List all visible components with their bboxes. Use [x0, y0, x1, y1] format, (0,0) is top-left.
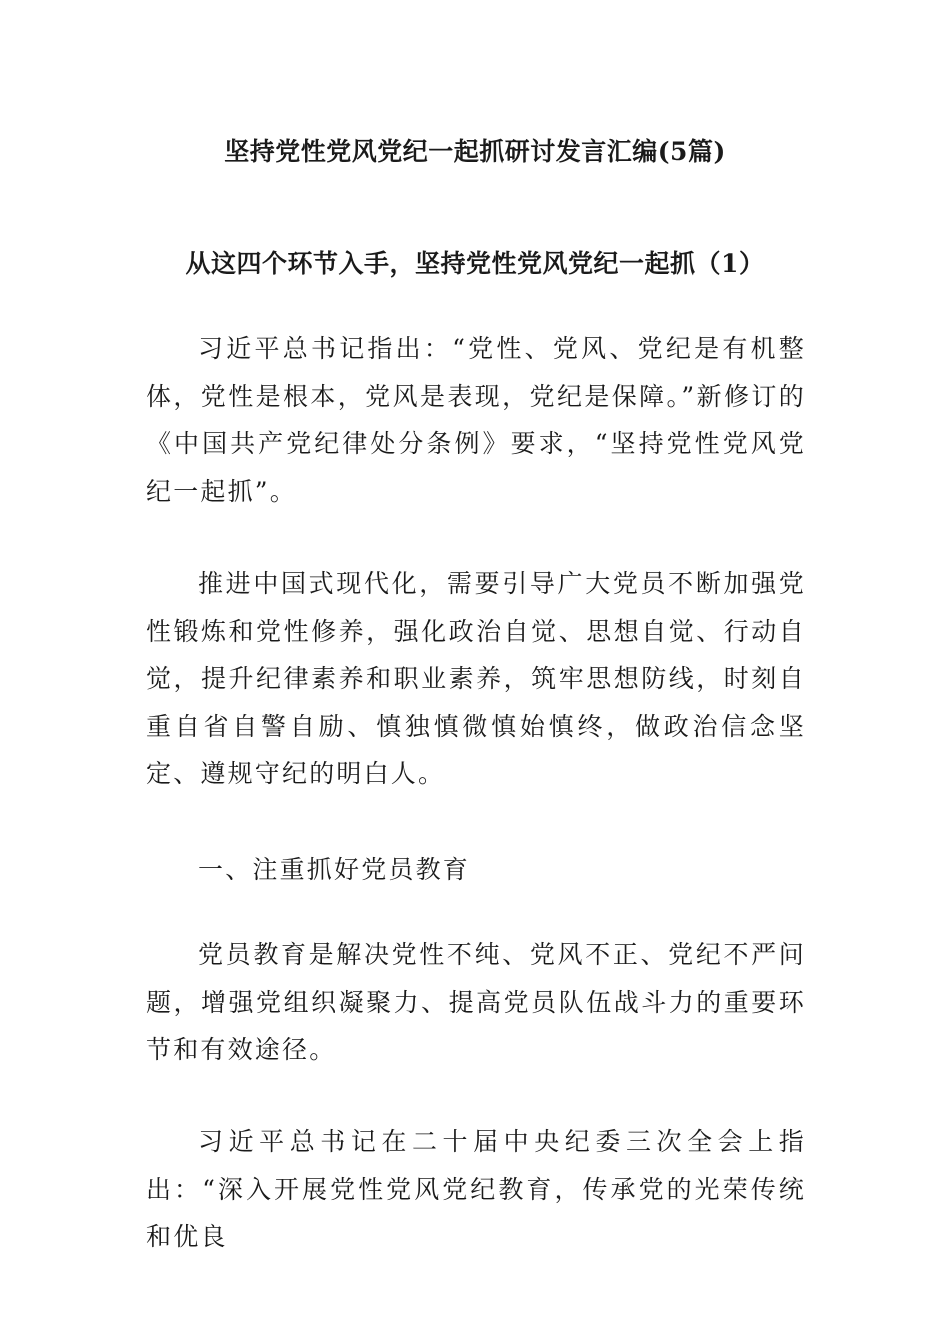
section-title: 从这四个环节入手，坚持党性党风党纪一起抓（1）: [185, 249, 765, 278]
document-title: 坚持党性党风党纪一起抓研讨发言汇编(5篇): [224, 137, 726, 166]
paragraph: 推进中国式现代化，需要引导广大党员不断加强党性锻炼和党性修养，强化政治自觉、思想自觉、行动自觉，提升纪律素养和职业素养，筑牢思想防线，时刻自重自省自警自励、慎独慎微慎始慎终，做政治信念坚定、遵规守纪的明白人。: [146, 569, 806, 788]
paragraph: 党员教育是解决党性不纯、党风不正、党纪不严问题，增强党组织凝聚力、提高党员队伍战斗力的重要环节和有效途径。: [146, 940, 806, 1064]
paragraph: 习近平总书记在二十届中央纪委三次全会上指出：“深入开展党性党风党纪教育，传承党的光荣传统和优良: [146, 1127, 806, 1251]
paragraph: 习近平总书记指出：“党性、党风、党纪是有机整体，党性是根本，党风是表现，党纪是保障。”新修订的《中国共产党纪律处分条例》要求，“坚持党性党风党纪一起抓”。: [146, 334, 806, 506]
subsection-heading: 一、注重抓好党员教育: [198, 855, 471, 884]
